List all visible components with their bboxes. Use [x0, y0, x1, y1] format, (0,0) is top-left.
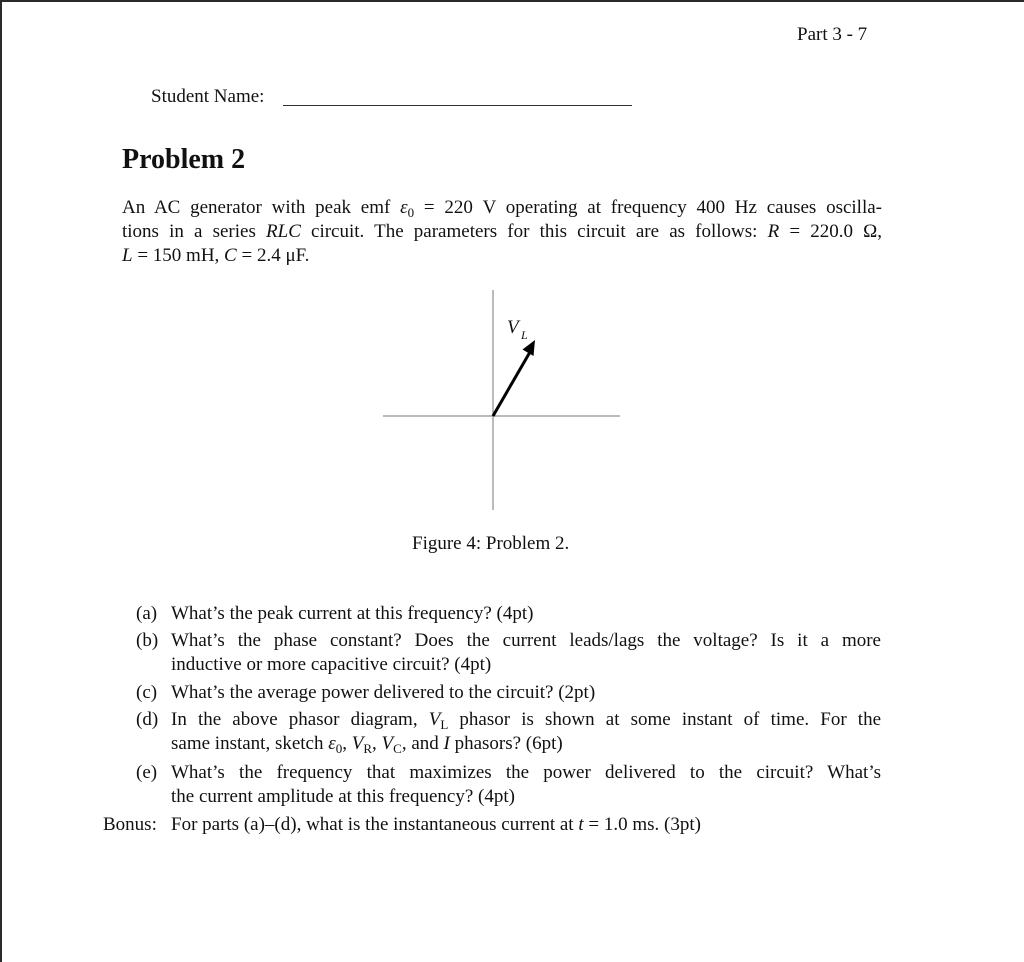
- question-line: [171, 732, 881, 756]
- text-run: = 1.0 ms. (3pt): [583, 814, 701, 835]
- question-line: What’s the phase constant? Does the current leads/lags the voltage? Is it a more: [171, 630, 881, 651]
- text-run: , and: [401, 733, 444, 754]
- i-symbol: I: [443, 733, 450, 754]
- vl-phasor-arrow: [493, 352, 530, 416]
- intro-text: = 220 V operating at frequency 400 Hz causes oscilla-: [414, 197, 882, 218]
- question-text: [171, 602, 881, 626]
- t-symbol: t: [578, 814, 584, 835]
- student-name-label: Student Name:: [151, 86, 265, 107]
- question-line: What’s the frequency that maximizes the power delivered to the circuit? What’s: [171, 762, 881, 783]
- question-label: (b): [136, 630, 159, 651]
- emf-subscript: 0: [335, 741, 343, 756]
- page-number: Part 3 - 7: [797, 24, 868, 45]
- text-run: ,: [342, 733, 352, 754]
- emf-symbol: ε: [400, 197, 408, 218]
- question-label: (d): [136, 709, 159, 730]
- text-run: phasors? (6pt): [449, 733, 563, 754]
- vl-label: V: [507, 317, 519, 338]
- intro-line-2: [122, 220, 882, 244]
- vc-subscript: C: [393, 741, 402, 756]
- intro-line-1: [122, 196, 882, 220]
- emf-symbol: ε: [328, 733, 336, 754]
- question-label: (a): [136, 603, 158, 624]
- question-label: (c): [136, 682, 158, 703]
- question-text: [171, 708, 881, 756]
- question-line: What’s the peak current at this frequency? (4pt): [171, 603, 534, 624]
- text-run: ,: [372, 733, 382, 754]
- v-symbol: V: [381, 733, 394, 754]
- v-symbol: V: [428, 709, 441, 730]
- question-text: [171, 681, 881, 705]
- intro-text: An AC generator with peak emf: [122, 197, 401, 218]
- intro-text: circuit. The parameters for this circuit are as follows:: [300, 221, 768, 242]
- text-run: phasor is shown at some instant of time. For the: [448, 709, 881, 730]
- problem-statement: [122, 196, 882, 268]
- rlc-symbol: RLC: [266, 221, 301, 242]
- c-value: = 2.4 μF.: [236, 245, 310, 266]
- question-line: [171, 708, 881, 732]
- r-symbol: R: [767, 221, 780, 242]
- bonus-label: Bonus:: [103, 814, 157, 835]
- question-text: [171, 761, 881, 809]
- question-line: inductive or more capacitive circuit? (4pt): [171, 654, 492, 675]
- student-name-line: [283, 105, 632, 106]
- problem-title: Problem 2: [122, 144, 246, 175]
- phasor-diagram: [380, 288, 625, 513]
- question-line: the current amplitude at this frequency? (4pt): [171, 786, 515, 807]
- c-symbol: C: [224, 245, 237, 266]
- text-run: For parts (a)–(d), what is the instantaneous current at: [171, 814, 579, 835]
- question-line: [171, 813, 881, 837]
- vr-subscript: R: [363, 741, 373, 756]
- figure-caption: Figure 4: Problem 2.: [412, 533, 570, 554]
- text-run: In the above phasor diagram,: [171, 709, 429, 730]
- question-label: (e): [136, 762, 158, 783]
- question-text: [171, 629, 881, 677]
- vl-subscript: L: [440, 717, 449, 732]
- intro-text: tions in a series: [122, 221, 267, 242]
- l-symbol: L: [122, 245, 133, 266]
- question-text: [171, 813, 881, 837]
- text-run: same instant, sketch: [171, 733, 329, 754]
- emf-subscript: 0: [407, 205, 415, 220]
- l-value: = 150 mH,: [132, 245, 225, 266]
- v-symbol: V: [351, 733, 364, 754]
- r-value: = 220.0 Ω,: [779, 221, 882, 242]
- intro-line-3: [122, 244, 882, 268]
- vl-label-subscript: L: [521, 328, 528, 342]
- question-line: What’s the average power delivered to the circuit? (2pt): [171, 682, 596, 703]
